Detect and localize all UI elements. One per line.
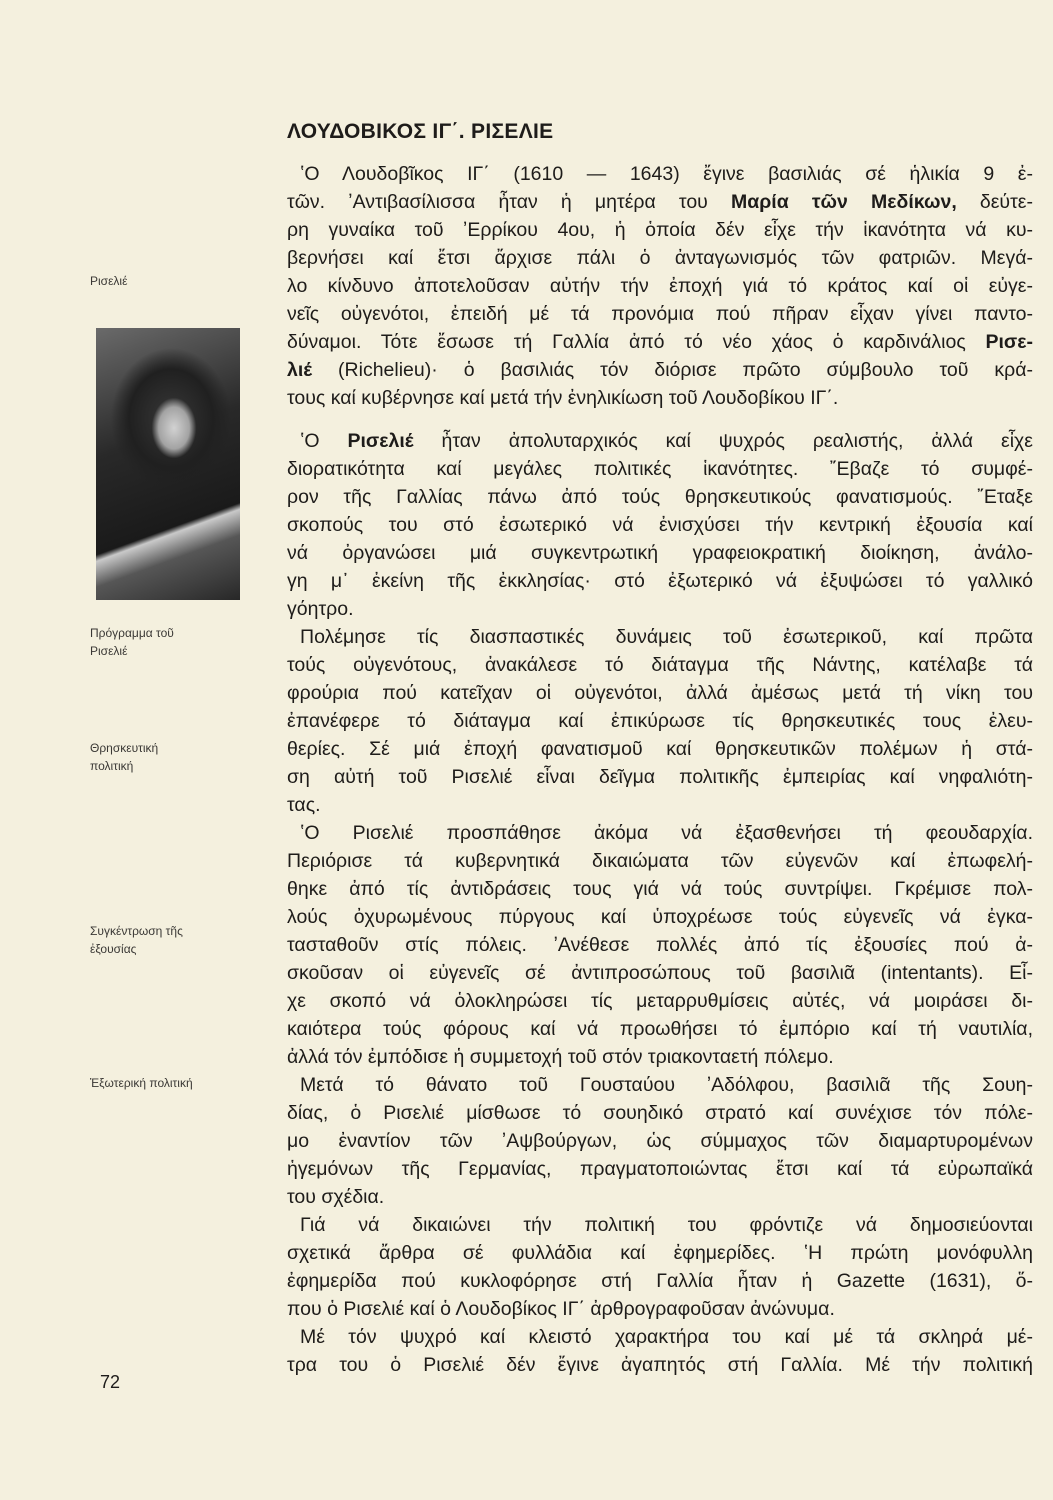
text-line: [287, 244, 1033, 272]
margin-note-religious-policy: [90, 739, 158, 775]
text-line: [287, 763, 1033, 791]
text-line: [287, 595, 1033, 623]
text-segment: τας.: [287, 794, 321, 816]
text-segment: νά ὀργανώσει μιά συγκεντρωτική γραφειοκρατική διοίκηση, ἀνάλο-: [287, 542, 1033, 564]
text-line: [287, 427, 1033, 455]
bold-name: Ρισελιέ: [347, 430, 414, 452]
text-line: [287, 1211, 1033, 1239]
text-segment: βερνήσει καί ἔτσι ἄρχισε πάλι ὁ ἀνταγωνισμός τῶν φατριῶν. Μεγά-: [287, 247, 1033, 269]
text-line: [287, 875, 1033, 903]
text-segment: τῶν. ʼΑντιβασίλισσα ἦταν ἡ μητέρα του: [287, 191, 731, 213]
paragraph: [287, 1071, 1033, 1211]
text-segment: λούς ὀχυρωμένους πύργους καί ὑποχρέωσε τούς εὐγενεῖς νά ἐγκα-: [287, 906, 1033, 928]
text-line: [287, 328, 1033, 356]
text-line: [287, 623, 1033, 651]
text-segment: τούς οὐγενότους, ἀνακάλεσε τό διάταγμα τῆς Νάντης, κατέλαβε τά: [287, 654, 1033, 676]
text-segment: φρούρια πού κατεῖχαν οἱ οὐγενότοι, ἀλλά ἀμέσως μετά τή νίκη του: [287, 682, 1033, 704]
text-line: [287, 455, 1033, 483]
text-segment: τους καί κυβέρνησε καί μετά τήν ἐνηλικίωση τοῦ Λουδοβίκου ΙΓ΄.: [287, 387, 839, 409]
text-line: [287, 931, 1033, 959]
text-segment: μο ἐναντίον τῶν ʼΑψβούργων, ὡς σύμμαχος τῶν διαμαρτυρομένων: [287, 1130, 1033, 1152]
text-line: [287, 1043, 1033, 1071]
bold-name: Ρισε-: [985, 331, 1033, 353]
text-line: [287, 959, 1033, 987]
paragraph: [287, 1323, 1033, 1379]
text-segment: θερίες. Σέ μιά ἐποχή φανατισμοῦ καί θρησκευτικῶν πολέμων ἡ στά-: [287, 738, 1033, 760]
text-segment: γόητρο.: [287, 598, 354, 620]
paragraph: [287, 427, 1033, 623]
text-line: [287, 819, 1033, 847]
paragraph: [287, 160, 1033, 412]
text-segment: ρη γυναίκα τοῦ ʼΕρρίκου 4ου, ἡ ὁποία δέν εἶχε τήν ἱκανότητα νά κυ-: [287, 219, 1033, 241]
text-segment: Μέ τόν ψυχρό καί κλειστό χαρακτήρα του καί μέ τά σκληρά μέ-: [300, 1326, 1033, 1348]
text-segment: ʽΟ Λουδοβῖκος ΙΓ΄ (1610 — 1643) ἔγινε βασιλιάς σέ ἡλικία 9 ἐ-: [300, 163, 1033, 185]
text-segment: Μετά τό θάνατο τοῦ Γουσταύου ʼΑδόλφου, βασιλιᾶ τῆς Σουη-: [300, 1074, 1033, 1096]
text-segment: ἦταν ἀπολυταρχικός καί ψυχρός ρεαλιστής, ἀλλά εἶχε: [413, 430, 1033, 452]
text-segment: χε σκοπό νά ὁλοκληρώσει τίς μεταρρυθμίσεις αὐτές, νά μοιράσει δι-: [287, 990, 1033, 1012]
body-text: [287, 160, 1033, 1379]
text-segment: Γιά νά δικαιώνει τήν πολιτική του φρόντιζε νά δημοσιεύονται: [300, 1214, 1033, 1236]
text-segment: Περιόρισε τά κυβερνητικά δικαιώματα τῶν εὐγενῶν καί ἐπωφελή-: [287, 850, 1033, 872]
margin-note-richelieu: [90, 272, 127, 290]
text-line: [287, 651, 1033, 679]
text-line: [287, 160, 1033, 188]
text-segment: που ὁ Ρισελιέ καί ὁ Λουδοβίκος ΙΓ΄ ἀρθρογραφοῦσαν ἀνώνυμα.: [287, 1298, 835, 1320]
paragraph: [287, 819, 1033, 1071]
text-line: [287, 356, 1033, 384]
text-segment: θηκε ἀπό τίς ἀντιδράσεις τους γιά νά τούς συντρίψει. Γκρέμισε πολ-: [287, 878, 1033, 900]
paragraph: [287, 1211, 1033, 1323]
text-line: [287, 1267, 1033, 1295]
text-line: [287, 567, 1033, 595]
note-line: Ρισελιέ: [90, 644, 128, 658]
text-segment: τρα του ὁ Ρισελιέ δέν ἔγινε ἀγαπητός στή Γαλλία. Μέ τήν πολιτική: [287, 1354, 1033, 1376]
text-segment: καιότερα τούς φόρους καί νά προωθήσει τό ἐμπόριο καί τή ναυτιλία,: [287, 1018, 1033, 1040]
text-line: [287, 987, 1033, 1015]
text-segment: νεῖς οὐγενότοι, ἐπειδή μέ τά προνόμια πού πῆραν εἶχαν γίνει παντο-: [287, 303, 1033, 325]
text-segment: σκοπούς του στό ἐσωτερικό νά ἐνισχύσει τήν κεντρική ἐξουσία καί: [287, 514, 1033, 536]
text-line: [287, 791, 1033, 819]
text-line: [287, 707, 1033, 735]
note-line: ἐξουσίας: [90, 942, 137, 956]
text-segment: ἡγεμόνων τῆς Γερμανίας, πραγματοποιώντας ἔτσι καί τά εὐρωπαϊκά: [287, 1158, 1033, 1180]
margin-note-centralization: [90, 922, 183, 958]
text-line: [287, 1015, 1033, 1043]
note-line: Θρησκευτική: [90, 741, 159, 755]
text-segment: διορατικότητα καί μεγάλες πολιτικές ἱκανότητες. ῎Εβαζε τό συμφέ-: [287, 458, 1033, 480]
note-line: Πρόγραμμα τοῦ: [90, 626, 174, 640]
text-line: [287, 483, 1033, 511]
note-line: Ἐξωτερική πολιτική: [90, 1076, 193, 1090]
note-line: πολιτική: [90, 759, 134, 773]
text-line: [287, 1295, 1033, 1323]
text-line: [287, 1099, 1033, 1127]
section-title: ΛΟΥΔΟΒΙΚΟΣ ΙΓ΄. ΡΙΣΕΛΙΕ: [287, 120, 554, 143]
text-segment: σχετικά ἄρθρα σέ φυλλάδια καί ἐφημερίδες. ʽΗ πρώτη μονόφυλλη: [287, 1242, 1033, 1264]
text-line: [287, 272, 1033, 300]
text-line: [287, 1239, 1033, 1267]
note-line: Συγκέντρωση τῆς: [90, 924, 183, 938]
text-line: [287, 1127, 1033, 1155]
text-line: [287, 847, 1033, 875]
text-segment: ἐπανέφερε τό διάταγμα καί ἐπικύρωσε τίς θρησκευτικές τους ἐλευ-: [287, 710, 1033, 732]
text-line: [287, 1323, 1033, 1351]
text-line: [287, 511, 1033, 539]
text-segment: τασταθοῦν στίς πόλεις. ʼΑνέθεσε πολλές ἀπό τίς ἐξουσίες πού ἀ-: [287, 934, 1033, 956]
text-line: [287, 735, 1033, 763]
text-segment: δίας, ὁ Ρισελιέ μίσθωσε τό σουηδικό στρατό καί συνέχισε τόν πόλε-: [287, 1102, 1033, 1124]
text-segment: λο κίνδυνο ἀποτελοῦσαν αὐτήν τήν ἐποχή γιά τό κράτος καί οἱ εὐγε-: [287, 275, 1033, 297]
margin-note-program: [90, 624, 174, 660]
text-line: [287, 300, 1033, 328]
richelieu-portrait: [96, 328, 240, 600]
bold-name: λιέ: [287, 359, 313, 381]
note-line: Ρισελιέ: [90, 274, 128, 288]
text-line: [287, 384, 1033, 412]
text-line: [287, 188, 1033, 216]
text-segment: ʽΟ: [300, 430, 348, 452]
text-segment: δύναμοι. Τότε ἔσωσε τή Γαλλία ἀπό τό νέο χάος ὁ καρδινάλιος: [287, 331, 986, 353]
text-line: [287, 216, 1033, 244]
text-segment: ʽΟ Ρισελιέ προσπάθησε ἀκόμα νά ἐξασθενήσει τή φεουδαρχία.: [300, 822, 1033, 844]
text-segment: δεύτε-: [956, 191, 1033, 213]
page-number: 72: [100, 1372, 121, 1392]
text-segment: γη μ᾿ ἐκείνη τῆς ἐκκλησίας· στό ἐξωτερικό νά ἐξυψώσει τό γαλλικό: [287, 570, 1033, 592]
bold-name: Μαρία τῶν Μεδίκων,: [731, 191, 957, 213]
text-segment: σκοῦσαν οἱ εὐγενεῖς σέ ἀντιπροσώπους τοῦ βασιλιᾶ (intentants). Εἶ-: [287, 962, 1033, 984]
text-segment: ἀλλά τόν ἐμπόδισε ἡ συμμετοχή τοῦ στόν τριακονταετή πόλεμο.: [287, 1046, 834, 1068]
text-segment: ρον τῆς Γαλλίας πάνω ἀπό τούς θρησκευτικούς φανατισμούς. ῎Εταξε: [287, 486, 1033, 508]
text-segment: του σχέδια.: [287, 1186, 385, 1208]
text-line: [287, 679, 1033, 707]
text-line: [287, 1183, 1033, 1211]
text-line: [287, 1155, 1033, 1183]
text-line: [287, 903, 1033, 931]
margin-note-foreign-policy: [90, 1074, 193, 1092]
paragraph: [287, 623, 1033, 819]
text-segment: ση αὐτή τοῦ Ρισελιέ εἶναι δεῖγμα πολιτικῆς ἐμπειρίας καί νηφαλιότη-: [287, 766, 1033, 788]
text-line: [287, 539, 1033, 567]
text-line: [287, 1351, 1033, 1379]
text-segment: Πολέμησε τίς διασπαστικές δυνάμεις τοῦ ἐσωτερικοῦ, καί πρῶτα: [300, 626, 1033, 648]
text-segment: ἐφημερίδα πού κυκλοφόρησε στή Γαλλία ἦταν ἡ Gazette (1631), ὅ-: [287, 1270, 1033, 1292]
text-segment: (Richelieu)· ὁ βασιλιάς τόν διόρισε πρῶτο σύμβουλο τοῦ κρά-: [312, 359, 1033, 381]
text-line: [287, 1071, 1033, 1099]
